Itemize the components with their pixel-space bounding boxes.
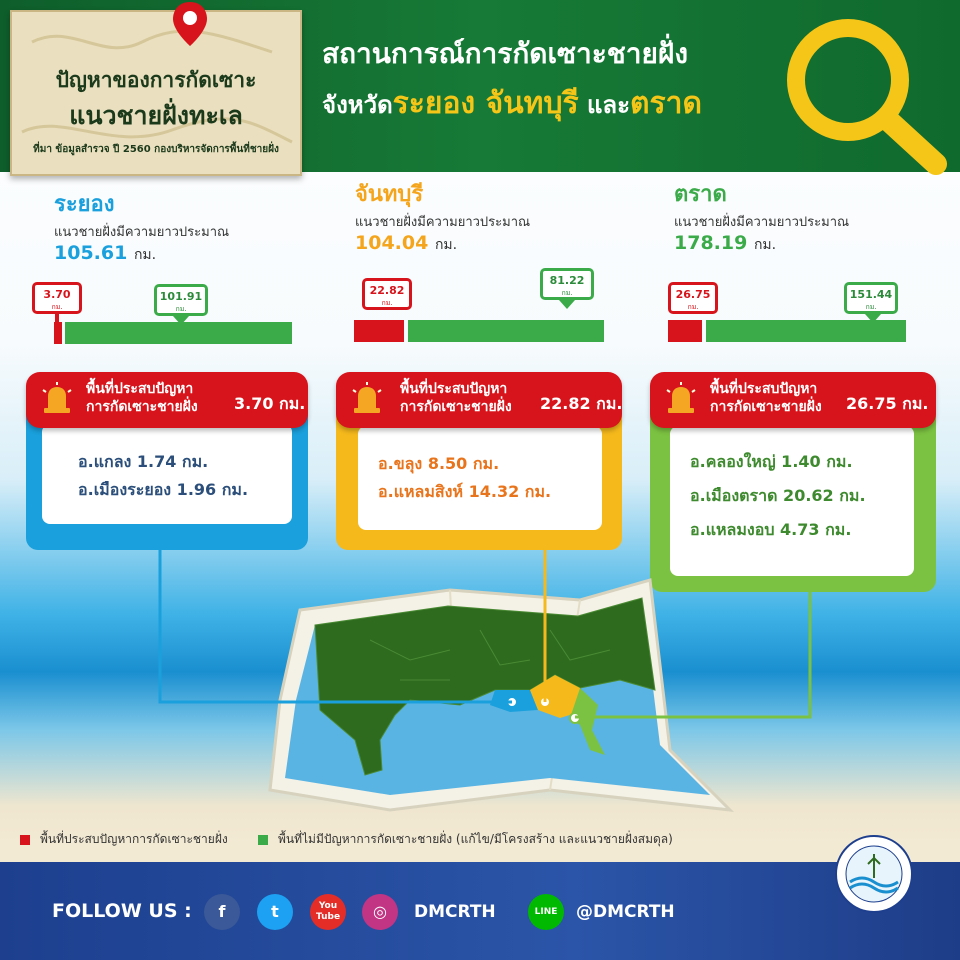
not-eroded-value: 81.22 (549, 274, 585, 287)
eroded-value: 3.70 (43, 288, 71, 301)
subtitle-highlight: ระยอง จันทบุรี (392, 86, 579, 121)
coast-unit: กม. (133, 247, 157, 263)
tag-unit: กม. (51, 303, 63, 311)
eroded-value: 22.82 (369, 284, 405, 297)
tag-unit: กม. (865, 303, 877, 311)
legend-eroded (20, 830, 228, 849)
scroll-title-line2: แนวชายฝั่งทะเล (69, 101, 243, 130)
district-item: อ.เมืองตราด 20.62 กม. (690, 486, 866, 505)
coast-unit: กม. (434, 237, 458, 253)
coast-length: 178.19 (674, 232, 748, 254)
handle-line-dmcrth[interactable]: @DMCRTH (576, 902, 675, 922)
province-subtitle: แนวชายฝั่งมีความยาวประมาณ (674, 215, 850, 230)
coast-length: 104.04 (355, 232, 429, 254)
instagram-icon[interactable]: ◎ (362, 894, 398, 930)
subtitle-highlight-2: ตราด (630, 86, 702, 121)
province-subtitle: แนวชายฝั่งมีความยาวประมาณ (355, 215, 531, 230)
district-item: อ.คลองใหญ่ 1.40 กม. (690, 452, 853, 471)
card-total: 22.82 กม. (540, 394, 623, 413)
tag-unit: กม. (381, 299, 393, 307)
province-name: จันทบุรี (355, 182, 424, 207)
card-title-line1: พื้นที่ประสบปัญหา (710, 381, 818, 397)
department-logo-icon (834, 834, 914, 914)
main-title: สถานการณ์การกัดเซาะชายฝั่ง (322, 37, 688, 70)
legend-swatch-green (258, 835, 268, 845)
legend-eroded-label: พื้นที่ประสบปัญหาการกัดเซาะชายฝั่ง (40, 832, 228, 846)
card-total: 26.75 กม. (846, 394, 929, 413)
data-source: ที่มา ข้อมูลสำรวจ ปี 2560 กองบริหารจัดการพื้นที่ชายฝั่ง (33, 144, 279, 155)
legend-swatch-red (20, 835, 30, 845)
province-name: ตราด (674, 182, 727, 207)
follow-us-label: FOLLOW US : (52, 900, 192, 922)
district-item: อ.แกลง 1.74 กม. (78, 452, 209, 471)
card-title-line1: พื้นที่ประสบปัญหา (86, 381, 194, 397)
not-eroded-value: 151.44 (849, 288, 893, 301)
card-title-line1: พื้นที่ประสบปัญหา (400, 381, 508, 397)
district-item: อ.แหลมงอบ 4.73 กม. (690, 520, 852, 539)
tag-unit: กม. (175, 305, 187, 313)
twitter-icon[interactable]: t (257, 894, 293, 930)
eroded-value: 26.75 (675, 288, 711, 301)
legend-not-eroded (258, 830, 673, 849)
tag-unit: กม. (561, 289, 573, 297)
district-item: อ.ขลุง 8.50 กม. (378, 454, 500, 473)
coast-length: 105.61 (54, 242, 128, 264)
province-subtitle: แนวชายฝั่งมีความยาวประมาณ (54, 225, 230, 240)
subtitle-prefix: จังหวัด (322, 91, 393, 119)
youtube-icon[interactable]: You Tube (310, 894, 346, 930)
card-title-line2: การกัดเซาะชายฝั่ง (710, 399, 822, 415)
line-icon[interactable]: LINE (528, 894, 564, 930)
not-eroded-value: 101.91 (159, 290, 203, 303)
coast-unit: กม. (753, 237, 777, 253)
district-item: อ.แหลมสิงห์ 14.32 กม. (378, 482, 552, 501)
handle-dmcrth[interactable]: DMCRTH (414, 902, 496, 922)
subtitle-mid: และ (578, 91, 631, 119)
scroll-title-line1: ปัญหาของการกัดเซาะ (55, 68, 257, 92)
card-title-line2: การกัดเซาะชายฝั่ง (400, 399, 512, 415)
tag-unit: กม. (687, 303, 699, 311)
district-item: อ.เมืองระยอง 1.96 กม. (78, 480, 249, 499)
legend-not-eroded-label: พื้นที่ไม่มีปัญหาการกัดเซาะชายฝั่ง (แก้ไข/มีโครงสร้าง และแนวชายฝั่งสมดุล) (278, 832, 673, 846)
card-title-line2: การกัดเซาะชายฝั่ง (86, 399, 198, 415)
card-total: 3.70 กม. (234, 394, 306, 413)
facebook-icon[interactable]: f (204, 894, 240, 930)
province-name: ระยอง (54, 192, 115, 217)
